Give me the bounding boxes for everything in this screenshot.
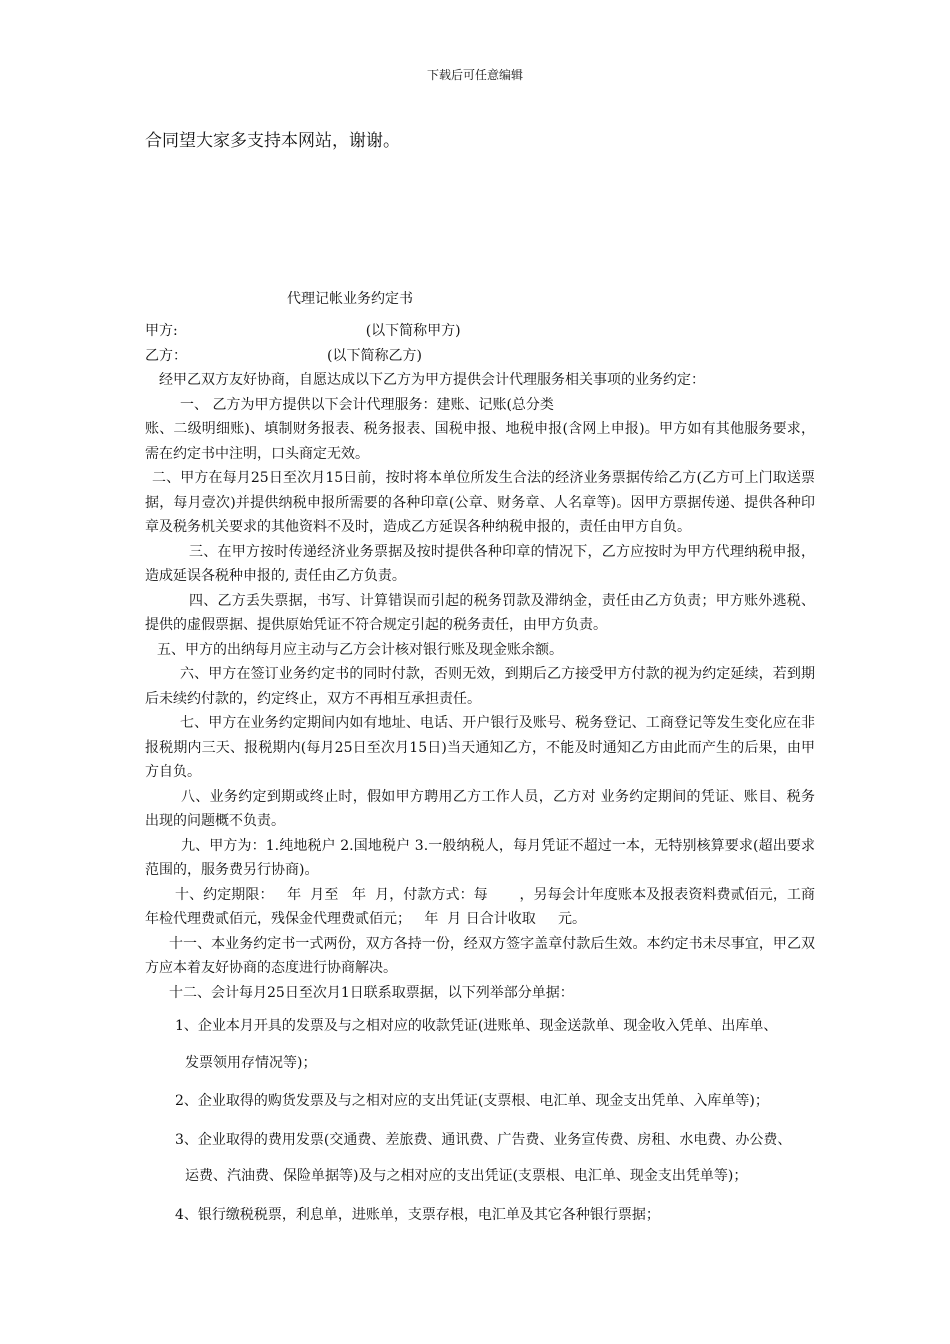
clause-7: 七、甲方在业务约定期间内如有地址、电话、开户银行及账号、税务登记、工商登记等发生变化应在非报税期内三天、报税期内(每月25日至次月15日)当天通知乙方，不能及时通知乙方由此而产生的后果，由甲方自负。 <box>145 715 815 780</box>
list-item-text: 4、银行缴税税票，利息单，进账单，支票存根，电汇单及其它各种银行票据； <box>175 1206 660 1223</box>
clause-6: 六、甲方在签订业务约定书的同时付款，否则无效，到期后乙方接受甲方付款的视为约定延续，若到期后未续约付款的，约定终止，双方不再相互承担责任。 <box>145 666 815 707</box>
list-item <box>145 1203 820 1228</box>
clause-2: 二、甲方在每月25日至次月15日前，按时将本单位所发生合法的经济业务票据传给乙方(乙方可上门取送票据，每月壹次)并提供纳税申报所需要的各种印章(公章、财务章、人名章等)。因甲方票据传递、提供各种印章及税务机关要求的其他资料不及时，造成乙方延误各种纳税申报的，责任由甲方自负。 <box>145 470 815 535</box>
clause-8: 八、业务约定到期或终止时，假如甲方聘用乙方工作人员，乙方对 业务约定期间的凭证、账目、税务出现的问题概不负责。 <box>145 788 815 829</box>
page-header-note: 下载后可任意编辑 <box>426 68 523 82</box>
list-item <box>145 1014 820 1075</box>
clause-10: 十、约定期限： 年 月至 年 月，付款方式：每 ，另每会计年度账本及报表资料费贰佰元，工商年检代理费贰佰元，残保金代理费贰佰元； 年 月 日合计收取 元。 <box>145 886 815 927</box>
clause-1-heading: 一、 乙方为甲方提供以下会计代理服务：建账、记账(总分类 <box>180 396 554 413</box>
party-b-line <box>145 345 422 365</box>
preamble-paragraph: 经甲乙双方友好协商，自愿达成以下乙方为甲方提供会计代理服务相关事项的业务约定： <box>159 372 705 388</box>
list-item-continuation: 运费、汽油费、保险单据等)及与之相对应的支出凭证(支票根、电汇单、现金支出凭单等)； <box>185 1168 748 1184</box>
list-item <box>145 1128 820 1189</box>
party-b-label: 乙方： <box>145 348 187 364</box>
document-title: 代理记帐业务约定书 <box>287 291 413 307</box>
clause-5: 五、甲方的出纳每月应主动与乙方会计核对银行账及现金账余额。 <box>157 641 563 658</box>
document-list <box>145 1014 820 1227</box>
intro-text: 合同望大家多支持本网站，谢谢。 <box>145 131 400 151</box>
clause-12: 十二、会计每月25日至次月1日联系取票据，以下列举部分单据： <box>169 984 574 1001</box>
clause-1-body: 账、二级明细账)、填制财务报表、税务报表、国税申报、地税申报(含网上申报)。甲方如有其他服务要求，需在约定书中注明，口头商定无效。 <box>145 421 815 462</box>
clause-9: 九、甲方为：1.纯地税户 2.国地税户 3.一般纳税人，每月凭证不超过一本，无特别核算要求(超出要求范围的，服务费另行协商)。 <box>145 837 815 878</box>
clause-11: 十一、本业务约定书一式两份，双方各持一份，经双方签字盖章付款后生效。本约定书未尽事宜，甲乙双方应本着友好协商的态度进行协商解决。 <box>145 935 815 976</box>
list-item-text: 1、企业本月开具的发票及与之相对应的收款凭证(进账单、现金送款单、现金收入凭单、出库单、 <box>175 1018 778 1034</box>
list-item-continuation: 发票领用存情况等)； <box>185 1054 317 1071</box>
list-item-text: 3、企业取得的费用发票(交通费、差旅费、通讯费、广告费、业务宣传费、房租、水电费、办公费、 <box>175 1131 792 1148</box>
list-item-text: 2、企业取得的购货发票及与之相对应的支出凭证(支票根、电汇单、现金支出凭单、入库单等)； <box>175 1093 769 1109</box>
party-a-line <box>145 320 461 340</box>
party-a-label: 甲方: <box>145 323 178 339</box>
list-item <box>145 1089 820 1114</box>
clause-3: 三、在甲方按时传递经济业务票据及按时提供各种印章的情况下，乙方应按时为甲方代理纳税申报，造成延误各税种申报的, 责任由乙方负责。 <box>145 543 815 584</box>
clause-4: 四、乙方丢失票据，书写、计算错误而引起的税务罚款及滞纳金，责任由乙方负责；甲方账外逃税、提供的虚假票据、提供原始凭证不符合规定引起的税务责任，由甲方负责。 <box>145 592 815 633</box>
contract-body <box>145 368 815 1005</box>
party-a-suffix: (以下简称甲方) <box>365 323 461 339</box>
party-b-suffix: (以下简称乙方) <box>327 348 422 364</box>
